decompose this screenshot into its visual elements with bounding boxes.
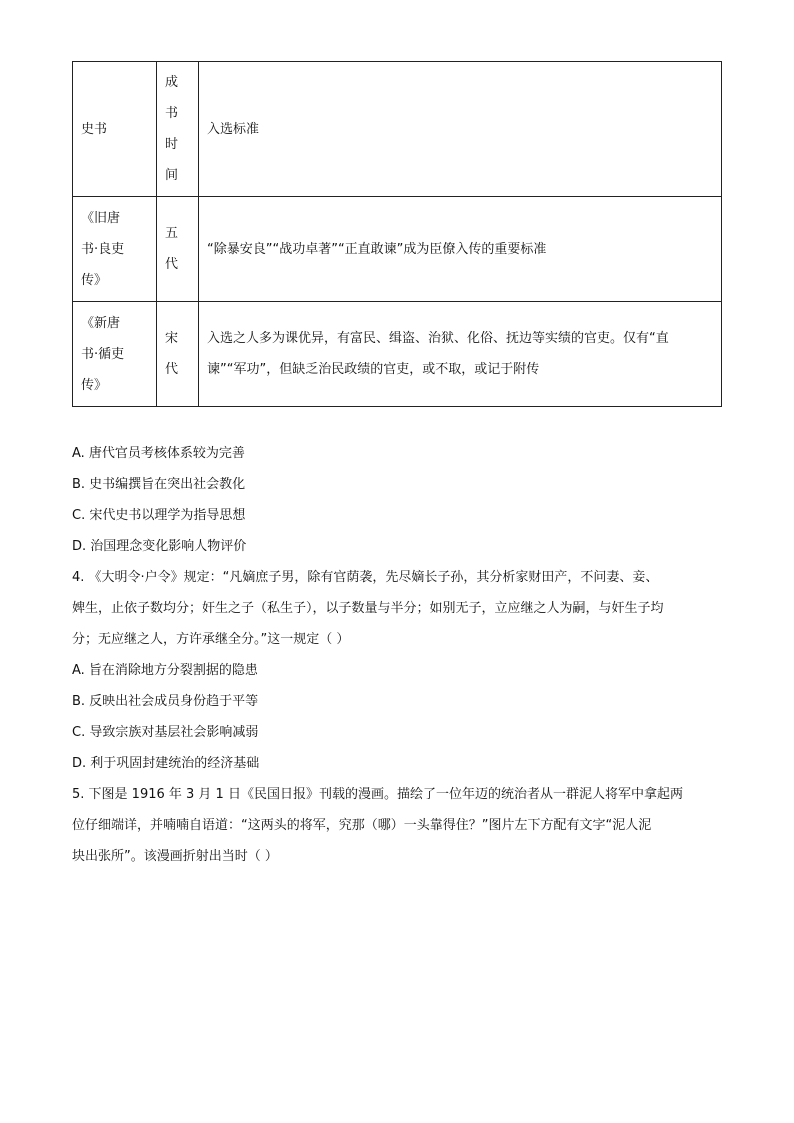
header-time-char: 书 (165, 106, 179, 121)
row-time (157, 197, 199, 302)
header-time-char: 成 (165, 75, 179, 90)
option-b[interactable]: B. 史书编撰旨在突出社会教化 (72, 477, 246, 492)
table-row (73, 302, 722, 407)
row-book (73, 302, 157, 407)
option-d[interactable]: D. 利于巩固封建统治的经济基础 (72, 756, 260, 771)
table-row (73, 197, 722, 302)
option-b[interactable]: B. 反映出社会成员身份趋于平等 (72, 694, 259, 709)
row-book (73, 197, 157, 302)
question-4-stem-line: 婢生，止依子数均分；奸生之子（私生子），以子数量与半分；如别无子，立应继之人为嗣，与奸生子均 (72, 601, 664, 616)
header-criteria: 入选标准 (199, 62, 722, 197)
option-a[interactable]: A. 旨在消除地方分裂割据的隐患 (72, 663, 258, 678)
option-d[interactable]: D. 治国理念变化影响人物评价 (72, 539, 247, 554)
comparison-table (72, 61, 722, 407)
header-book: 史书 (73, 62, 157, 197)
option-a[interactable]: A. 唐代官员考核体系较为完善 (72, 446, 245, 461)
header-time (157, 62, 199, 197)
row-book-line: 书·循吏 (81, 346, 125, 362)
row-book-line: 《新唐 (81, 315, 121, 331)
question-4-stem-line: 分；无应继之人，方许承继全分。”这一规定（ ） (72, 632, 350, 647)
question-5-stem-line: 块出张所”。该漫画折射出当时（ ） (72, 849, 278, 864)
row-book-line: 传》 (81, 272, 108, 288)
question-5-stem-line: 5. 下图是 1916 年 3 月 1 日《民国日报》刊载的漫画。描绘了一位年迈的统治者从一群泥人将军中拿起两 (72, 787, 683, 802)
row-time-char: 代 (165, 362, 179, 377)
row-criteria-line: “除暴安良”“战功卓著”“正直敢谏”成为臣僚入传的重要标准 (207, 241, 547, 257)
row-book-line: 《旧唐 (81, 210, 121, 226)
row-time (157, 302, 199, 407)
question-5-stem-line: 位仔细端详，并喃喃自语道：“这两头的将军，究那（哪）一头靠得住？”图片左下方配有文字“泥人泥 (72, 818, 652, 833)
row-criteria-line: 入选之人多为课优异，有富民、缉盗、治狱、化俗、抚边等实绩的官吏。仅有“直 (207, 331, 669, 346)
question-4 (72, 562, 722, 779)
row-time-char: 五 (165, 226, 179, 241)
table-header-row (73, 62, 722, 197)
question-4-stem-line: 4. 《大明令·户令》规定：“凡嫡庶子男，除有官荫袭，先尽嫡长子孙，其分析家财田产，不问妻、妾、 (72, 570, 659, 585)
question-3-options (72, 438, 722, 562)
row-criteria-line: 谏”“军功”，但缺乏治民政绩的官吏，或不取，或记于附传 (207, 362, 540, 377)
row-time-char: 代 (165, 257, 179, 272)
row-criteria (199, 302, 722, 407)
row-book-line: 书·良吏 (81, 241, 125, 257)
option-c[interactable]: C. 导致宗族对基层社会影响减弱 (72, 725, 259, 740)
row-criteria (199, 197, 722, 302)
row-book-line: 传》 (81, 377, 108, 393)
row-time-char: 宋 (165, 331, 179, 346)
question-5 (72, 779, 722, 872)
option-c[interactable]: C. 宋代史书以理学为指导思想 (72, 508, 246, 523)
header-time-char: 间 (165, 168, 179, 183)
header-time-char: 时 (165, 137, 179, 152)
